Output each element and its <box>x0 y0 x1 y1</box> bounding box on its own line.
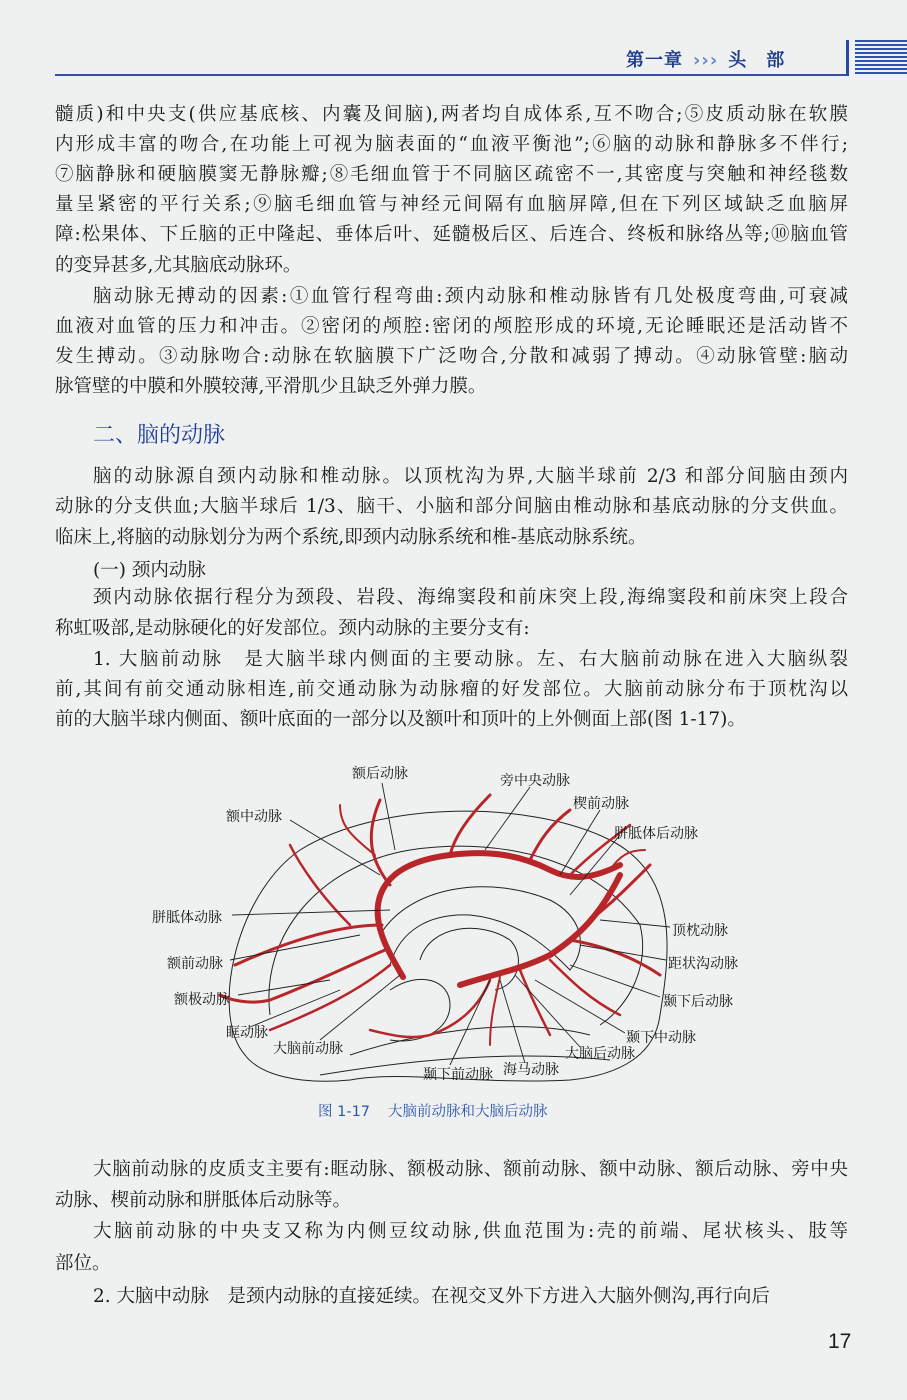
label-paracentral-artery: 旁中央动脉 <box>500 773 570 789</box>
chapter-label: 第一章 <box>626 50 683 71</box>
label-callosal-artery: 胼胝体动脉 <box>152 910 222 926</box>
text-line: 前,其间有前交通动脉相连,前交通动脉为动脉瘤的好发部位。大脑前动脉分布于顶枕沟以 <box>55 679 848 700</box>
artery-middle-temporal-branch <box>520 970 550 1035</box>
label-middle-inferior-temporal-artery: 颞下中动脉 <box>626 1030 696 1046</box>
leader-line <box>320 975 400 1040</box>
section-heading: 二、脑的动脉 <box>93 423 226 448</box>
text-line: 血液对血管的压力和冲击。②密闭的颅腔:密闭的颅腔形成的环境,无论睡眠还是活动皆不 <box>55 316 848 337</box>
figure-title: 大脑前动脉和大脑后动脉 <box>388 1104 548 1120</box>
label-orbital-artery: 眶动脉 <box>226 1025 268 1041</box>
artery-posterior-temporal-branch <box>550 960 620 1015</box>
section-label: 头 部 <box>728 50 786 71</box>
label-posterior-inferior-temporal-artery: 颞下后动脉 <box>663 994 733 1010</box>
label-calcarine-artery: 距状沟动脉 <box>668 956 738 972</box>
text-line: 发生搏动。③动脉吻合:动脉在软脑膜下广泛吻合,分散和减弱了搏动。④动脉管壁:脑动 <box>55 346 848 367</box>
leader-line <box>580 945 666 960</box>
text-line: 前的大脑半球内侧面、额叶底面的一部分以及额叶和顶叶的上外侧面上部(图 1-17)。 <box>55 709 746 730</box>
label-posterior-cerebral-artery: 大脑后动脉 <box>565 1046 635 1062</box>
leader-line <box>230 935 360 960</box>
text-line: 脉管壁的中膜和外膜较薄,平滑肌少且缺乏外弹力膜。 <box>55 376 487 397</box>
leader-line <box>238 980 330 995</box>
leader-line <box>485 787 530 850</box>
text-line: 1. 大脑前动脉 是大脑半球内侧面的主要动脉。左、右大脑前动脉在进入大脑纵裂 <box>93 649 848 670</box>
brain-inner-outline <box>269 846 643 1025</box>
leader-line <box>515 975 580 1047</box>
label-parieto-occipital-artery: 顶枕动脉 <box>672 923 728 939</box>
figure-1-17 <box>150 755 770 1100</box>
text-line: 动脉、楔前动脉和胼胝体后动脉等。 <box>55 1190 352 1211</box>
text-line: 脑动脉无搏动的因素:①血管行程弯曲:颈内动脉和椎动脉皆有几处极度弯曲,可衰减 <box>93 286 848 307</box>
text-line: 脑的动脉源自颈内动脉和椎动脉。以顶枕沟为界,大脑半球前 2/3 和部分间脑由颈内 <box>93 466 848 487</box>
header-stripes-decoration <box>855 40 907 76</box>
chevron-arrows-icon: ››› <box>693 50 719 71</box>
figure-caption <box>318 1100 566 1121</box>
label-posterior-frontal-artery: 额后动脉 <box>352 766 408 782</box>
text-line: 称虹吸部,是动脉硬化的好发部位。颈内动脉的主要分支有: <box>55 618 530 639</box>
artery-anterior-cerebral-trunk <box>378 853 620 977</box>
text-line: 髓质)和中央支(供应基底核、内囊及间脑),两者均自成体系,互不吻合;⑤皮质动脉在软膜 <box>55 104 848 125</box>
text-line: 临床上,将脑的动脉划分为两个系统,即颈内动脉系统和椎-基底动脉系统。 <box>55 527 647 548</box>
running-header <box>626 46 795 72</box>
label-hippocampal-artery: 海马动脉 <box>503 1062 559 1078</box>
label-middle-frontal-artery: 额中动脉 <box>226 809 282 825</box>
header-rule <box>55 74 848 76</box>
text-line: 部位。 <box>55 1253 111 1274</box>
artery-middle-frontal-sub <box>340 805 375 855</box>
label-precuneal-artery: 楔前动脉 <box>573 796 629 812</box>
page-number: 17 <box>828 1330 852 1353</box>
text-line: 大脑前动脉的皮质支主要有:眶动脉、额极动脉、额前动脉、额中动脉、额后动脉、旁中央 <box>93 1159 848 1180</box>
text-line: 颈内动脉依据行程分为颈段、岩段、海绵窦段和前床突上段,海绵窦段和前床突上段合 <box>93 587 848 608</box>
text-line: 障:松果体、下丘脑的正中隆起、垂体后叶、延髓极后区、后连合、终板和脉络丛等;⑩脑血管 <box>55 224 848 245</box>
text-line: 大脑前动脉的中央支又称为内侧豆纹动脉,供血范围为:壳的前端、尾状核头、肢等 <box>93 1221 848 1242</box>
subsection-heading: (一) 颈内动脉 <box>93 560 206 581</box>
artery-middle-frontal-branch <box>371 800 390 885</box>
figure-number: 图 1-17 <box>318 1104 371 1120</box>
label-prefrontal-artery: 额前动脉 <box>167 956 223 972</box>
leader-line <box>600 920 670 927</box>
label-anterior-inferior-temporal-artery: 颞下前动脉 <box>423 1067 493 1083</box>
leader-line <box>382 783 395 850</box>
text-line: 量呈紧密的平行关系;⑨脑毛细血管与神经元间隔有血脑屏障,但在下列区域缺乏血脑屏 <box>55 194 848 215</box>
artery-hippocampal-branch <box>490 977 500 1045</box>
label-posterior-callosal-artery: 胼胝体后动脉 <box>614 826 698 842</box>
text-line: 动脉的分支供血;大脑半球后 1/3、脑干、小脑和部分间脑由椎动脉和基底动脉的分支供血。 <box>55 496 848 517</box>
leader-line <box>232 910 390 915</box>
label-anterior-cerebral-artery: 大脑前动脉 <box>273 1041 343 1057</box>
label-frontopolar-artery: 额极动脉 <box>174 992 230 1008</box>
text-line: 的变异甚多,尤其脑底动脉环。 <box>55 255 302 276</box>
header-bar <box>846 40 849 76</box>
text-line: 2. 大脑中动脉 是颈内动脉的直接延续。在视交叉外下方进入大脑外侧沟,再行向后 <box>93 1286 770 1307</box>
leader-line <box>500 980 525 1063</box>
text-line: 内形成丰富的吻合,在功能上可视为脑表面的“血液平衡池”;⑥脑的动脉和静脉多不伴行; <box>55 134 848 155</box>
text-line: ⑦脑静脉和硬脑膜窦无静脉瓣;⑧毛细血管于不同脑区疏密不一,其密度与突触和神经毯数 <box>55 164 848 185</box>
